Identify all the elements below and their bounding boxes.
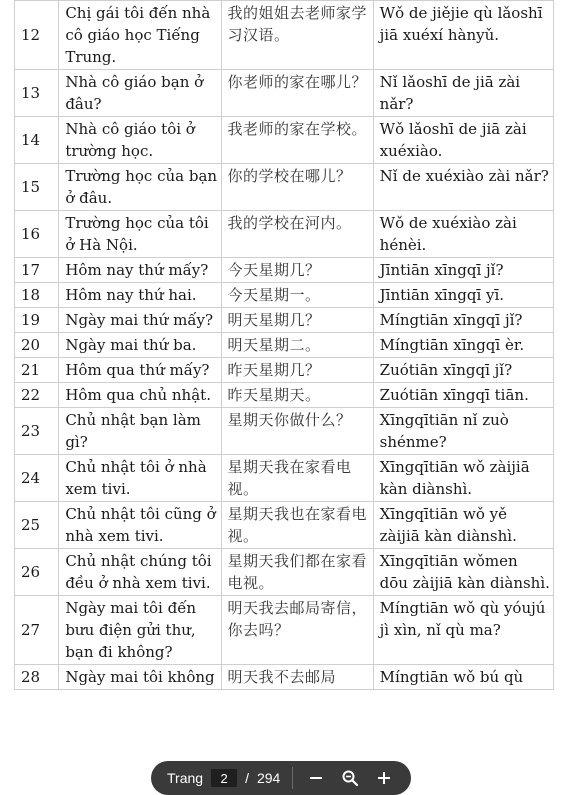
page-label: Trang: [167, 770, 204, 786]
chinese-cell: 星期天我在家看电视。: [221, 455, 373, 502]
magnifier-icon: [341, 769, 359, 787]
pinyin-cell: Wǒ de jiějie qù lǎoshī jiā xuéxí hànyǔ.: [373, 1, 553, 70]
table-row: [15, 70, 554, 117]
pinyin-cell: Jīntiān xīngqī yī.: [373, 283, 553, 308]
pinyin-cell: Míngtiān xīngqī jǐ?: [373, 308, 553, 333]
pinyin-cell: Míngtiān wǒ qù yóujú jì xìn, nǐ qù ma?: [373, 596, 553, 665]
vietnamese-cell: Chủ nhật chúng tôi đều ở nhà xem tivi.: [59, 549, 221, 596]
chinese-cell: 星期天我们都在家看电视。: [221, 549, 373, 596]
chinese-cell: 明天星期几？: [221, 308, 373, 333]
table-row: [15, 665, 554, 690]
table-row: [15, 164, 554, 211]
chinese-cell: 明天我去邮局寄信，你去吗？: [221, 596, 373, 665]
zoom-in-button[interactable]: [371, 765, 397, 791]
row-number: 18: [15, 283, 59, 308]
table-row: [15, 455, 554, 502]
table-row: [15, 333, 554, 358]
pinyin-cell: Xīngqītiān wǒmen dōu zàijiā kàn diànshì.: [373, 549, 553, 596]
chinese-cell: 星期天你做什么？: [221, 408, 373, 455]
pinyin-cell: Nǐ lǎoshī de jiā zài nǎr?: [373, 70, 553, 117]
chinese-cell: 昨天星期天。: [221, 383, 373, 408]
vietnamese-cell: Hôm nay thứ mấy?: [59, 258, 221, 283]
chinese-cell: 星期天我也在家看电视。: [221, 502, 373, 549]
table-row: [15, 211, 554, 258]
chinese-cell: 昨天星期几？: [221, 358, 373, 383]
document-page: [14, 0, 554, 772]
vietnamese-cell: Chủ nhật bạn làm gì?: [59, 408, 221, 455]
row-number: 15: [15, 164, 59, 211]
table-row: [15, 408, 554, 455]
pdf-page-toolbar: [151, 761, 411, 795]
pinyin-cell: Xīngqītiān nǐ zuò shénme?: [373, 408, 553, 455]
table-row: [15, 383, 554, 408]
pinyin-cell: Míngtiān xīngqī èr.: [373, 333, 553, 358]
vietnamese-cell: Ngày mai thứ ba.: [59, 333, 221, 358]
table-row: [15, 308, 554, 333]
pinyin-cell: Xīngqītiān wǒ yě zàijiā kàn diànshì.: [373, 502, 553, 549]
vocabulary-table: [14, 0, 554, 690]
row-number: 26: [15, 549, 59, 596]
chinese-cell: 今天星期一。: [221, 283, 373, 308]
table-row: [15, 117, 554, 164]
vietnamese-cell: Hôm nay thứ hai.: [59, 283, 221, 308]
page-separator: /: [245, 770, 249, 786]
pinyin-cell: Zuótiān xīngqī jǐ?: [373, 358, 553, 383]
table-row: [15, 502, 554, 549]
vietnamese-cell: Trường học của bạn ở đâu.: [59, 164, 221, 211]
chinese-cell: 你的学校在哪儿？: [221, 164, 373, 211]
row-number: 25: [15, 502, 59, 549]
row-number: 16: [15, 211, 59, 258]
row-number: 28: [15, 665, 59, 690]
table-row: [15, 283, 554, 308]
row-number: 21: [15, 358, 59, 383]
chinese-cell: 我的学校在河内。: [221, 211, 373, 258]
vietnamese-cell: Trường học của tôi ở Hà Nội.: [59, 211, 221, 258]
pinyin-cell: Wǒ de xuéxiào zài hénèi.: [373, 211, 553, 258]
chinese-cell: 明天我不去邮局: [221, 665, 373, 690]
pinyin-cell: Nǐ de xuéxiào zài nǎr?: [373, 164, 553, 211]
row-number: 23: [15, 408, 59, 455]
table-row: [15, 549, 554, 596]
table-row: [15, 596, 554, 665]
toolbar-divider: [292, 767, 293, 789]
row-number: 27: [15, 596, 59, 665]
chinese-cell: 我的姐姐去老师家学习汉语。: [221, 1, 373, 70]
page-number-input[interactable]: [211, 769, 237, 787]
row-number: 22: [15, 383, 59, 408]
row-number: 13: [15, 70, 59, 117]
pinyin-cell: Wǒ lǎoshī de jiā zài xuéxiào.: [373, 117, 553, 164]
pinyin-cell: Jīntiān xīngqī jǐ?: [373, 258, 553, 283]
pinyin-cell: Xīngqītiān wǒ zàijiā kàn diànshì.: [373, 455, 553, 502]
vietnamese-cell: Hôm qua thứ mấy?: [59, 358, 221, 383]
vietnamese-cell: Nhà cô giáo bạn ở đâu?: [59, 70, 221, 117]
row-number: 14: [15, 117, 59, 164]
plus-icon: [376, 770, 392, 786]
table-row: [15, 358, 554, 383]
zoom-fit-button[interactable]: [337, 765, 363, 791]
table-row: [15, 1, 554, 70]
row-number: 12: [15, 1, 59, 70]
table-body: [15, 1, 554, 690]
vietnamese-cell: Ngày mai tôi không: [59, 665, 221, 690]
chinese-cell: 明天星期二。: [221, 333, 373, 358]
row-number: 20: [15, 333, 59, 358]
minus-icon: [308, 770, 324, 786]
vietnamese-cell: Ngày mai tôi đến bưu điện gửi thư, bạn đi không?: [59, 596, 221, 665]
chinese-cell: 今天星期几？: [221, 258, 373, 283]
chinese-cell: 你老师的家在哪儿？: [221, 70, 373, 117]
table-row: [15, 258, 554, 283]
pinyin-cell: Zuótiān xīngqī tiān.: [373, 383, 553, 408]
vietnamese-cell: Ngày mai thứ mấy?: [59, 308, 221, 333]
total-pages: 294: [256, 770, 281, 786]
zoom-out-button[interactable]: [303, 765, 329, 791]
chinese-cell: 我老师的家在学校。: [221, 117, 373, 164]
pinyin-cell: Míngtiān wǒ bú qù: [373, 665, 553, 690]
row-number: 24: [15, 455, 59, 502]
vietnamese-cell: Chị gái tôi đến nhà cô giáo học Tiếng Trung.: [59, 1, 221, 70]
vietnamese-cell: Chủ nhật tôi ở nhà xem tivi.: [59, 455, 221, 502]
vietnamese-cell: Nhà cô giáo tôi ở trường học.: [59, 117, 221, 164]
vietnamese-cell: Chủ nhật tôi cũng ở nhà xem tivi.: [59, 502, 221, 549]
row-number: 19: [15, 308, 59, 333]
row-number: 17: [15, 258, 59, 283]
vietnamese-cell: Hôm qua chủ nhật.: [59, 383, 221, 408]
